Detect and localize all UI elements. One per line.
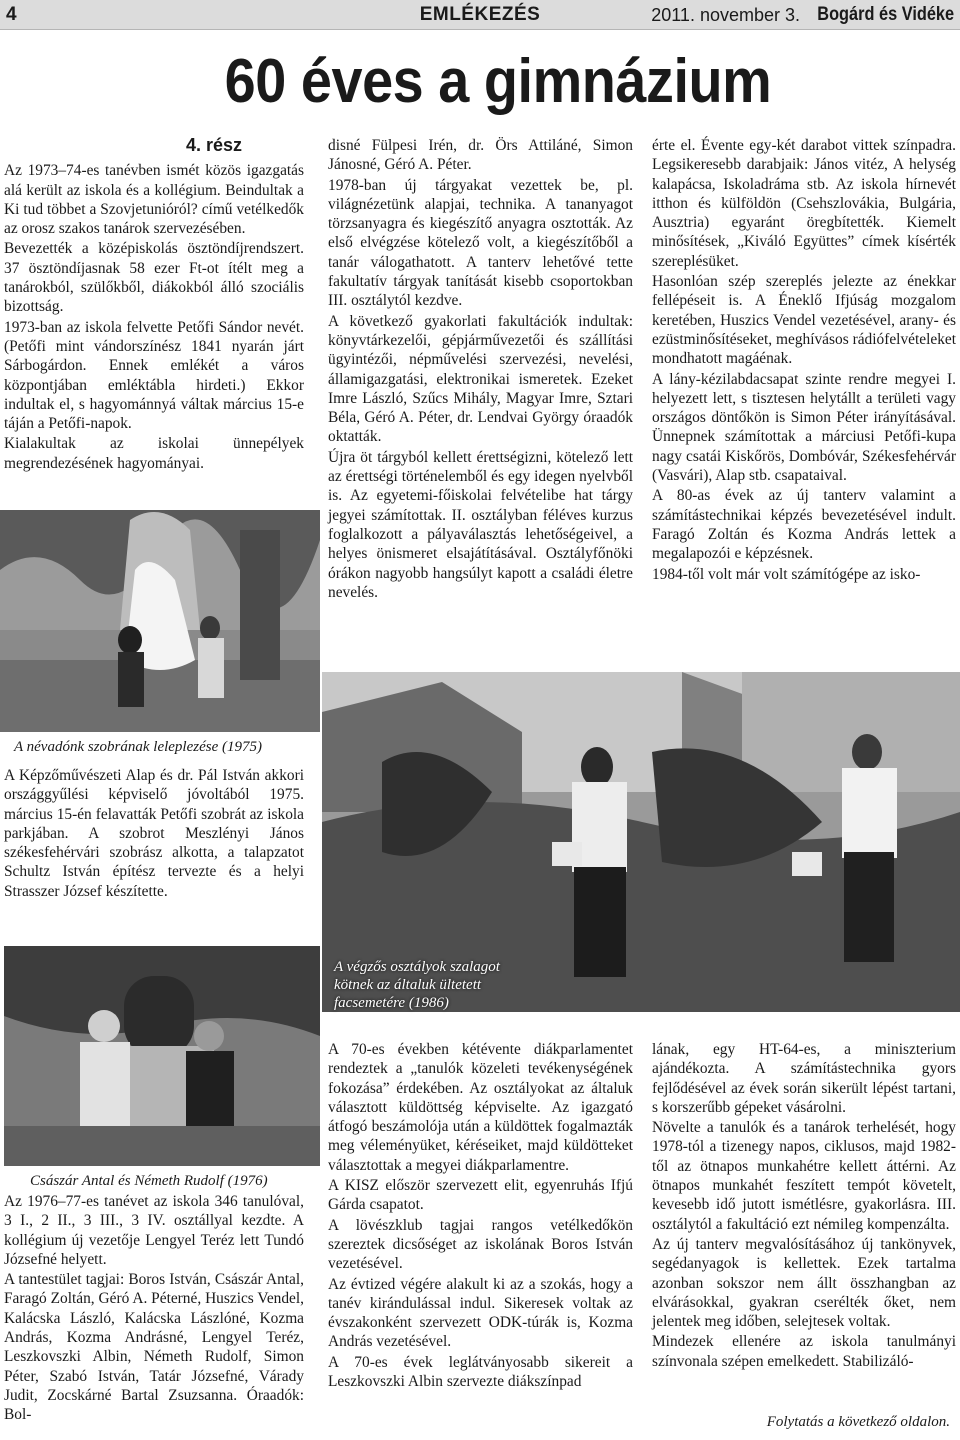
col2-para-3: A következő gyakorlati fakultációk indultak: könyvtárkezelői, gépjárművezetői és szállítási ügyintézői, népművelési szervezési, nevelési, államigazgatási, elektronikai ismeretek. Ezeket Imre László, Szűcs Mihály, Magyar Imre, Sztari Béla, Géró A. Péter, dr. Lendvai György óraadók oktatták. xyxy=(328,312,633,446)
column-1-top xyxy=(4,136,304,473)
issue-date: 2011. november 3. xyxy=(651,5,800,25)
col2-para-2: 1978-ban új tárgyakat vezettek be, pl. világnézetünk alapjai, technika. A tananyagot törzsanyagra és kiegészítő anyagra osztották. Az első elvégzése kötelező volt, a kiegészítőből a tanár válogathatott. A tanterv lehetővé tette fakultatív tárgyak tanítását kisebb csoportokban III. osztálytól kezdve. xyxy=(328,176,633,310)
paper-name: Bogárd és Vidéke xyxy=(817,4,954,25)
col1-para-2: Bevezették a középiskolás ösztöndíjrendszert. 37 ösztöndíjasnak 58 ezer Ft-ot ítélt meg a tanárokból, szülőkből, diákokból álló szociális bizottság. xyxy=(4,240,304,316)
col3b-para-3: Az új tanterv megvalósításához új tankönyvek, segédanyagok is kellettek. Ezek tartalma azonban sokszor nem állt összhangban az elvárásokkal, gyakran cserélték őket, nem jelentek meg időben, selejtesek voltak. xyxy=(652,1235,956,1331)
caption-statue-unveiling: A névadónk szobrának leleplezése (1975) xyxy=(14,739,262,755)
statue-unveiling-image xyxy=(0,510,320,732)
page-number: 4 xyxy=(6,4,17,25)
column-1-middle xyxy=(4,766,304,901)
caption-ribbon-ceremony: A végzős osztályok szalagot kötnek az általuk ültetett facsemetére (1986) xyxy=(334,959,500,1011)
col1c-para-1: Az 1976–77-es tanévet az iskola 346 tanulóval, 3 I., 2 II., 3 III., 3 IV. osztállyal kezdte. A kollégium új vezetője Lengyel Teréz lett Tundó Józsefné helyett. xyxy=(4,1193,304,1268)
col3b-para-2: Növelte a tanulók és a tanárok terhelését, hogy 1978-tól a tizenegy napos, ciklusos, majd 1982-től az ötnapos munkahétre kellett áttérni. Az ötnapos munkahét feszített tempót követelt, kevesebb idő jutott ismétlésre, gyakorlásra. III. osztálytól a fakultáció ezt némileg kompenzálta. xyxy=(652,1119,956,1233)
col2b-para-1: A 70-es években kétévente diákparlamentet rendeztek a „tanulók közeleti tevékenységének fokozása” érdekében. Az osztályokat az általuk választott küldöttség képviselte. Az igazgató átfogó beszámolója után a küldöttek fogalmazták meg véleményüket, kéréseiket, majd küldötteket választottak a megyei diákparlamentre. xyxy=(328,1041,633,1174)
col2b-para-3: A lövészklub tagjai rangos vetélkedőkön szereztek dicsőséget az iskolának Boros István vezetésével. xyxy=(328,1216,633,1273)
column-1-bottom xyxy=(4,1192,304,1425)
col3-para-4: A 80-as évek az új tanterv valamint a számítástechnikai képzés bevezetésével indult. Faragó Zoltán és Kozma András lettek a megalapozói e képzésnek. xyxy=(652,487,956,563)
section-title: EMLÉKEZÉS xyxy=(419,4,541,25)
part-label: 4. rész xyxy=(185,135,243,155)
column-3-bottom xyxy=(652,1040,956,1371)
page-header xyxy=(0,0,960,30)
column-2-top xyxy=(328,136,633,602)
col2-para-4: Újra öt tárgyból kellett érettségizni, kötelező lett az érettségi történelemből és egy idegen nyelvből is. Az egyetemi-főiskolai felvételibe hat tárgy jegyei számítottak. II. osztályban féléves kurzus foglalkozott a pályaválasztás lehetőségeivel, a helyes önismeret elsajátításával. Osztályfőnöki órákon nagyobb hangsúlyt kapott a családi életre nevelés. xyxy=(328,448,633,601)
col3b-para-4: Mindezek ellenére az iskola tanulmányi színvonala szépen emelkedett. Stabilizáló- xyxy=(652,1333,956,1370)
col2b-para-4: Az évtized végére alakult ki az a szokás, hogy a tanév kirándulással indul. Sikeresek voltak az évszakonként szervezett ODK-túrák is, Kozma András vezetésével. xyxy=(328,1275,633,1351)
col1b-para: A Képzőművészeti Alap és dr. Pál István akkori országgyűlési képviselő jóvoltából 1975. március 15-én felavatták Petőfi szobrát az iskola parkjában. A szobrot Meszlényi János székesfehérvári szobrász alkotta, a talapzatot Schultz István építész tervezte és a helyi Strasszer József készítette. xyxy=(4,767,304,900)
col3b-para-1: lának, egy HT-64-es, a miniszterium ajándékozta. A számítástechnika gyors fejlődésével az évek során sikerült lépést tartani, s korszerűbb gépeket vásárolni. xyxy=(652,1041,956,1116)
col1c-para-2: A tantestület tagjai: Boros István, Császár Antal, Faragó Zoltán, Géró A. Péterné, Huszics Vendel, Kalácska László, Kalácska Lászlóné, Kozma András, Kozma Andrásné, Lengyel Teréz, Leszkovszki Albin, Németh Rudolf, Simon Péter, Szabó István, Tatár Józsefné, Várady Judit, Zocskárné Bartal Zsuzsanna. Óraadók: Bol- xyxy=(4,1271,304,1424)
photo-statue-unveiling xyxy=(0,510,320,732)
caption-two-men: Császár Antal és Németh Rudolf (1976) xyxy=(30,1173,268,1189)
column-2-bottom xyxy=(328,1040,633,1391)
photo-two-men xyxy=(4,946,320,1166)
col2b-para-5: A 70-es évek leglátványosabb sikereit a Leszkovszki Albin szervezte diákszínpad xyxy=(328,1353,633,1391)
article-title: 60 éves a gimnázium xyxy=(224,47,772,116)
two-men-image xyxy=(4,946,320,1166)
col3-para-5: 1984-től volt már volt számítógépe az isko- xyxy=(652,565,921,583)
col3-para-3: A lány-kézilabdacsapat szinte rendre megyei I. helyezett lett, s tisztesen helytállt a területi vagy országos döntőkön is Simon Péter irányításával. Ünnepnek számítottak a márciusi Petőfi-kupa nagy csatái Kiskőrös, Dombóvár, Székesfehérvár (Vasvári), Alap stb. csapataival. xyxy=(652,370,956,485)
col2-para-1: disné Fülpesi Irén, dr. Örs Attiláné, Simon Jánosné, Géró A. Péter. xyxy=(328,137,633,174)
continued-note: Folytatás a következő oldalon. xyxy=(766,1414,950,1430)
col3-para-1: érte el. Évente egy-két darabot vittek színpadra. Legsikeresebb darabjaik: János vitéz, A helység kalapácsa, Iskoladráma stb. Az iskola hírnevét itthon és külföldön (Csehszlovákia, Bulgária, Ausztria) egyaránt öregbítették. Kiemelt minősítések, „Kiváló Együttes” címek kísérték szereplésüket. xyxy=(652,137,956,270)
col2b-para-2: A KISZ először szervezett elit, egyenruhás Ifjú Gárda csapatot. xyxy=(328,1177,633,1214)
column-3-top xyxy=(652,136,956,584)
col1-para-3: 1973-ban az iskola felvette Petőfi Sándor nevét. (Petőfi mint vándorszínész 1841 nyarán járt Sárbogárdon. Ennek emlékét a város központjában emléktábla hirdeti.) Ekkor indultak el, s hagyománnyá váltak március 15-e táján a Petőfi-napok. xyxy=(4,318,304,433)
col1-para-1: Az 1973–74-es tanévben ismét közös igazgatás alá került az iskola és a kollégium. Beindultak a Ki tud többet a Szovjetunióról? című vetélkedők az orosz szakos tanárok szervezésében. xyxy=(4,162,304,238)
col1-para-4: Kialakultak az iskolai ünnepélyek megrendezésének hagyományai. xyxy=(4,435,304,472)
col3-para-2: Hasonlóan szép szereplés jelezte az énekkar fellépéseit is. A Éneklő Ifjúság mozgalom keretében, Huszics Vendel vezetésével, arany- és ezüstminősítéseket, meghívásos rádiófelvételeket mondhatott magáénak. xyxy=(652,273,956,368)
